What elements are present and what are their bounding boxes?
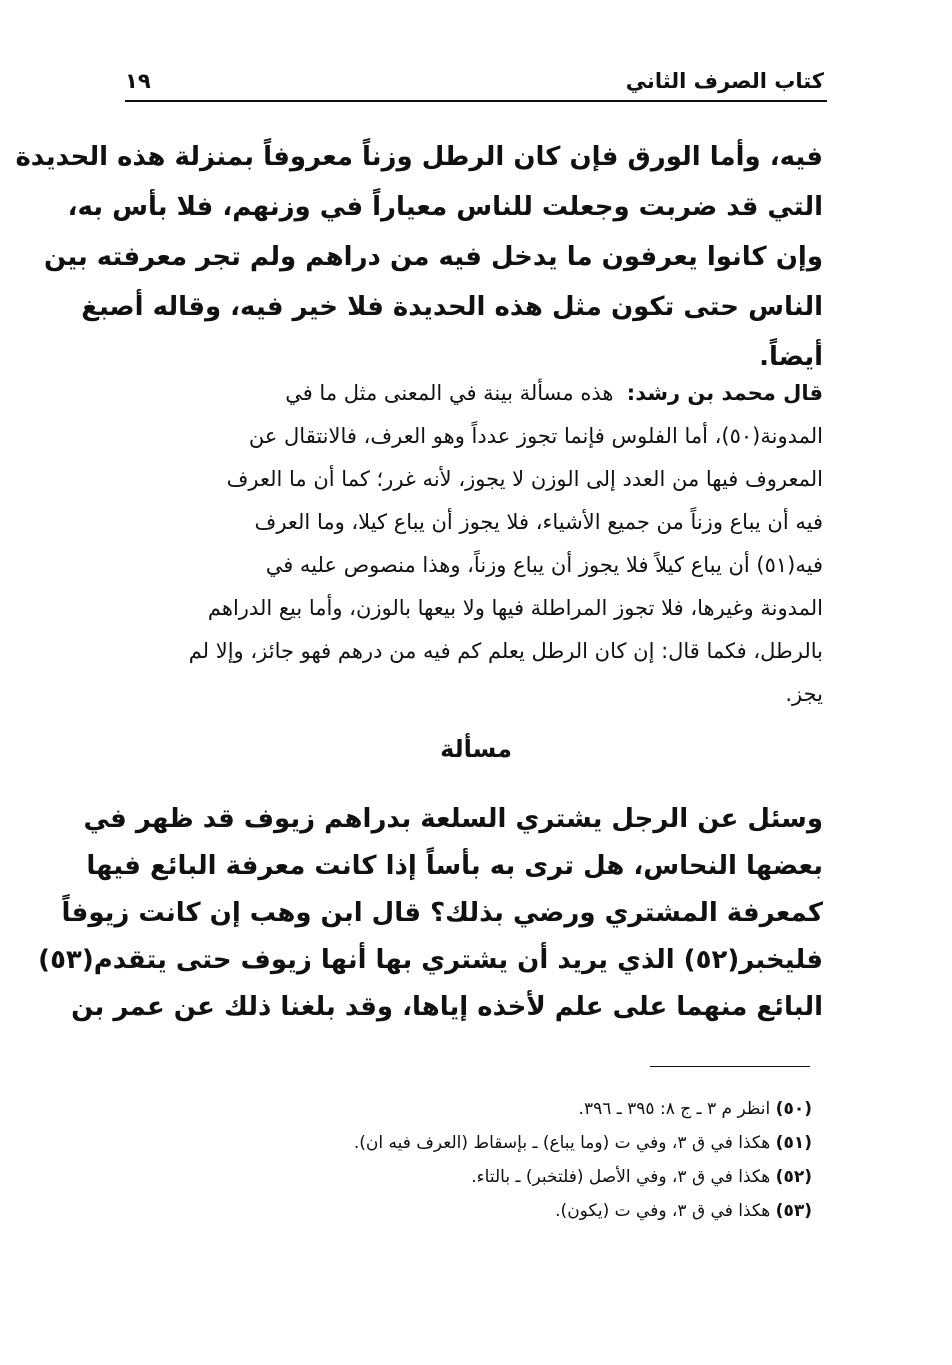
text-line: وسئل عن الرجل يشتري السلعة بدراهم زيوف قد ظهر في — [83, 804, 823, 834]
text-line: بعضها النحاس، هل ترى به بأساً إذا كانت معرفة البائع فيها — [86, 851, 823, 881]
footnote-mark: (٥١) — [775, 1133, 812, 1153]
text-line: فيه(٥١) أن يباع كيلاً فلا يجوز أن يباع وزناً، وهذا منصوص عليه في — [265, 553, 823, 577]
text-line: البائع منهما على علم لأخذه إياها، وقد بلغنا ذلك عن عمر بن — [71, 992, 823, 1022]
footnote-separator — [650, 1066, 810, 1067]
text-line: بالرطل، فكما قال: إن كان الرطل يعلم كم فيه من درهم فهو جائز، وإلا لم — [188, 639, 823, 663]
text-line: فيه، وأما الورق فإن كان الرطل وزناً معروفاً بمنزلة هذه الحديدة — [15, 142, 823, 172]
footnote-mark: (٥٣) — [775, 1201, 812, 1221]
footnote-mark: (٥٠) — [775, 1099, 812, 1119]
paragraph-3 — [38, 796, 823, 1031]
text-line: كمعرفة المشتري ورضي بذلك؟ قال ابن وهب إن كانت زيوفاً — [61, 898, 823, 928]
footnote-text: انظر م ٣ ـ ج ٨: ٣٩٥ ـ ٣٩٦. — [578, 1099, 776, 1119]
text-line: أيضاً. — [759, 342, 823, 372]
running-header — [125, 66, 824, 96]
section-heading: مسألة — [440, 735, 512, 763]
text-line: فليخبر(٥٢) الذي يريد أن يشتري بها أنها زيوف حتى يتقدم(٥٣) — [38, 945, 823, 975]
footnote-text: هكذا في ق ٣، وفي ت (يكون). — [555, 1201, 776, 1221]
footnote-text: هكذا في ق ٣، وفي الأصل (فلتخبر) ـ بالتاء. — [471, 1167, 776, 1187]
text-line: المدونة(٥٠)، أما الفلوس فإنما تجوز عدداً وهو العرف، فالانتقال عن — [248, 424, 823, 448]
text-line: وإن كانوا يعرفون ما يدخل فيه من دراهم ولم تجر معرفته بين — [43, 242, 823, 272]
commentary-author: قال محمد بن رشد: — [626, 381, 823, 405]
header-rule — [125, 100, 827, 102]
text-line: المدونة وغيرها، فلا تجوز المراطلة فيها ولا بيعها بالوزن، وأما بيع الدراهم — [207, 596, 823, 620]
text-line: المعروف فيها من العدد إلى الوزن لا يجوز، لأنه غرر؛ كما أن ما العرف — [226, 467, 823, 491]
text-segment: هذه مسألة بينة في المعنى مثل ما في — [285, 381, 614, 405]
text-line: التي قد ضربت وجعلت للناس معياراً في وزنهم، فلا بأس به، — [67, 192, 823, 222]
text-line — [118, 372, 823, 415]
text-line: فيه أن يباع وزناً من جميع الأشياء، فلا يجوز أن يباع كيلا، وما العرف — [254, 510, 823, 534]
footnote — [354, 1092, 812, 1126]
footnote — [354, 1160, 812, 1194]
footnotes — [354, 1092, 812, 1228]
text-line: الناس حتى تكون مثل هذه الحديدة فلا خير فيه، وقاله أصبغ — [81, 292, 823, 322]
text-line: يجز. — [785, 682, 823, 706]
footnote — [354, 1126, 812, 1160]
paragraph-2-commentary — [118, 372, 823, 716]
footnote-mark: (٥٢) — [775, 1167, 812, 1187]
paragraph-1 — [15, 132, 823, 382]
footnote — [354, 1194, 812, 1228]
page-number: ١٩ — [125, 69, 151, 93]
book-title: كتاب الصرف الثاني — [625, 69, 824, 93]
footnote-text: هكذا في ق ٣، وفي ت (وما يباع) ـ بإسقاط (العرف فيه ان). — [353, 1133, 776, 1153]
